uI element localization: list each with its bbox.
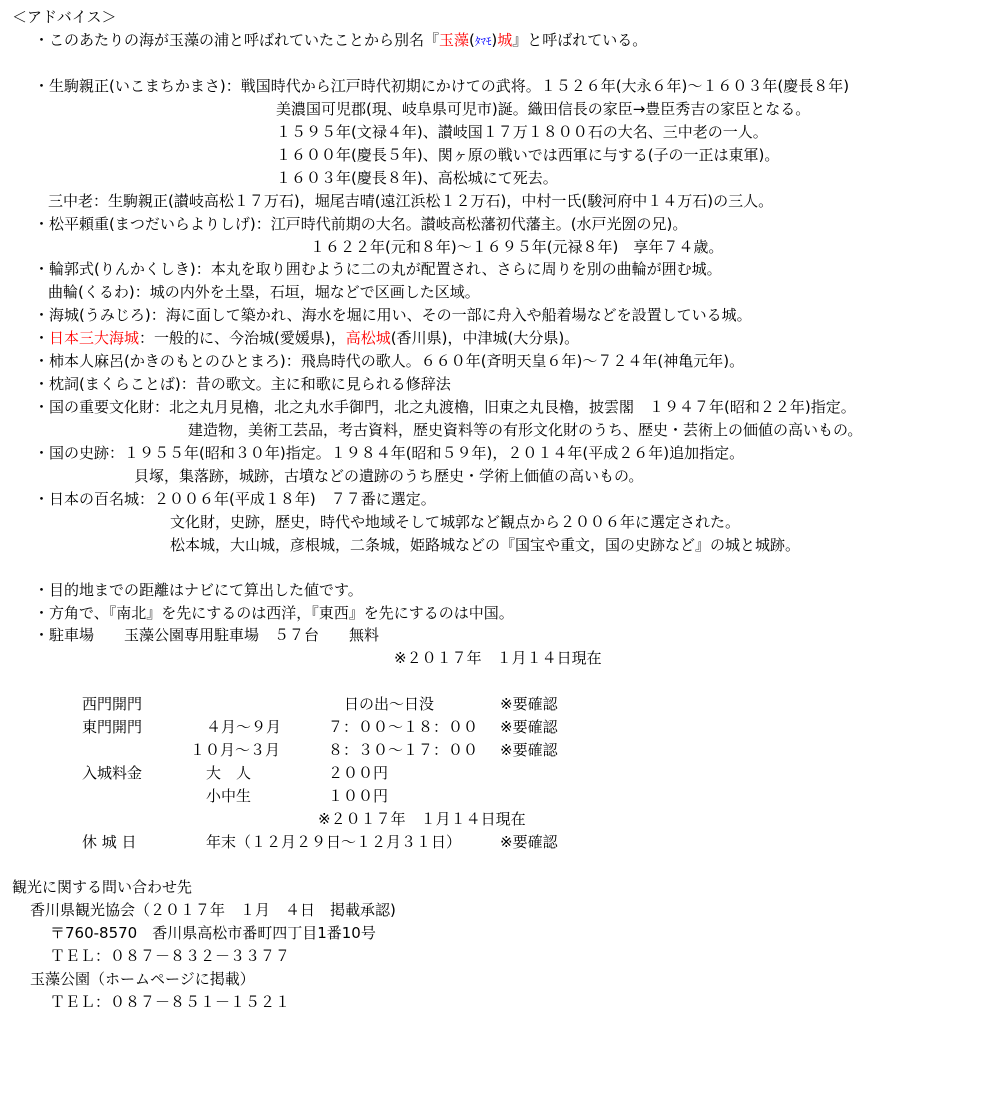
sandai-post: (香川県)，中津城(大分県)。 bbox=[390, 329, 580, 347]
intro-tamamo-red: 玉藻 bbox=[439, 31, 470, 49]
matsudaira-line-1: ・松平頼重(まつだいらよりしげ)：江戸時代前期の大名。讃岐高松藩初代藩主。(水戸光圀の兄)。 bbox=[34, 215, 688, 233]
admission-asof: ※２０１７年 １月１４日現在 bbox=[318, 810, 526, 828]
ikoma-line-5: １６０３年(慶長８年)、高松城にて死去。 bbox=[276, 169, 558, 187]
bunkazai-line-1: ・国の重要文化財：北之丸月見櫓，北之丸水手御門，北之丸渡櫓，旧東之丸艮櫓，披雲閣 １９４７年(昭和２２年)指定。 bbox=[34, 398, 856, 416]
closed-value: 年末（１２月２９日～１２月３１日） bbox=[206, 833, 462, 851]
west-gate-note: ※要確認 bbox=[500, 695, 558, 713]
sandai-line bbox=[34, 331, 579, 346]
closed-label: 休 城 日 bbox=[82, 833, 137, 851]
hyakumeijo-line-3: 松本城，大山城，彦根城，二条城，姫路城などの『国宝や重文，国の史跡など』の城と城跡。 bbox=[170, 536, 801, 554]
intro-post: 』と呼ばれている。 bbox=[512, 31, 648, 49]
shiseki-line-1: ・国の史跡：１９５５年(昭和３０年)指定。１９８４年(昭和５９年)，２０１４年(平成２６年)追加指定。 bbox=[34, 444, 745, 462]
sandai-label-red: 日本三大海城 bbox=[49, 329, 140, 347]
ikoma-line-1: ・生駒親正(いこまちかまさ)：戦国時代から江戸時代初期にかけての武将。１５２６年(大永６年)～１６０３年(慶長８年) bbox=[34, 77, 850, 95]
intro-paren-open: ( bbox=[469, 31, 475, 49]
matsudaira-line-2: １６２２年(元和８年)～１６９５年(元禄８年) 享年７４歳。 bbox=[310, 238, 724, 256]
contact-heading: 観光に関する問い合わせ先 bbox=[12, 878, 193, 896]
contact-tel-1: ＴＥＬ：０８７－８３２－３３７７ bbox=[50, 947, 291, 965]
kuruwa-line: 曲輪(くるわ)：城の内外を土塁，石垣，堀などで区画した区域。 bbox=[48, 283, 480, 301]
sanchuro-line: 三中老：生駒親正(讃岐高松１７万石)，堀尾吉晴(遠江浜松１２万石)，中村一氏(駿河府中１４万石)の三人。 bbox=[48, 192, 774, 210]
intro-paren-close: ) bbox=[491, 31, 498, 49]
kakinomoto-line: ・柿本人麻呂(かきのもとのひとまろ)：飛鳥時代の歌人。６６０年(斉明天皇６年)～７２４年(神亀元年)。 bbox=[34, 352, 745, 370]
closed-note: ※要確認 bbox=[500, 833, 558, 851]
sandai-takamatsu-red: 高松城 bbox=[345, 329, 391, 347]
ikoma-line-2: 美濃国可児郡(現、岐阜県可児市)誕。織田信長の家臣→豊臣秀吉の家臣となる。 bbox=[276, 100, 811, 118]
ikoma-line-4: １６００年(慶長５年)、関ヶ原の戦いでは西軍に与する(子の一正は東軍)。 bbox=[276, 146, 780, 164]
note-parking: ・駐車場 玉藻公園専用駐車場 ５７台 無料 bbox=[34, 626, 380, 644]
east-gate-note-2: ※要確認 bbox=[500, 741, 558, 759]
shiseki-line-2: 貝塚，集落跡，城跡，古墳などの遺跡のうち歴史・学術上価値の高いもの。 bbox=[134, 467, 644, 485]
note-direction: ・方角で、『南北』を先にするのは西洋，『東西』を先にするのは中国。 bbox=[34, 604, 514, 622]
east-gate-period-2: １０月～３月 bbox=[190, 741, 281, 759]
contact-org-1: 香川県観光協会（２０１７年 １月 ４日 掲載承認) bbox=[30, 901, 396, 919]
parking-asof: ※２０１７年 １月１４日現在 bbox=[394, 649, 602, 667]
admission-child-price: １００円 bbox=[328, 787, 389, 805]
contact-address: 〒760-8570 香川県高松市番町四丁目1番10号 bbox=[50, 924, 376, 942]
admission-adult-price: ２００円 bbox=[328, 764, 389, 782]
hyakumeijo-line-1: ・日本の百名城：２００６年(平成１８年) ７７番に選定。 bbox=[34, 490, 436, 508]
contact-org-2: 玉藻公園（ホームページに掲載） bbox=[30, 970, 255, 988]
intro-castle-red: 城 bbox=[497, 31, 513, 49]
intro-line bbox=[34, 33, 647, 48]
east-gate-time-2: ８：３０～１７：００ bbox=[328, 741, 479, 759]
advice-heading: ＜アドバイス＞ bbox=[12, 8, 117, 26]
hyakumeijo-line-2: 文化財，史跡，歴史，時代や地域そして城郭など観点から２００６年に選定された。 bbox=[170, 513, 741, 531]
ikoma-line-3: １５９５年(文禄４年)、讃岐国１７万１８００石の大名、三中老の一人。 bbox=[276, 123, 768, 141]
admission-child-label: 小中生 bbox=[206, 787, 252, 805]
admission-adult-label: 大 人 bbox=[206, 764, 252, 782]
intro-tamamo-kana: ﾀﾏﾓ bbox=[474, 35, 492, 48]
sandai-bullet: ・ bbox=[34, 329, 50, 347]
east-gate-period-1: ４月～９月 bbox=[206, 718, 282, 736]
bunkazai-line-2: 建造物，美術工芸品，考古資料，歴史資料等の有形文化財のうち、歴史・芸術上の価値の高いもの。 bbox=[188, 421, 863, 439]
sandai-mid: ：一般的に、今治城(愛媛県)， bbox=[139, 329, 346, 347]
admission-label: 入城料金 bbox=[82, 764, 143, 782]
contact-tel-2: ＴＥＬ：０８７－８５１－１５２１ bbox=[50, 993, 291, 1011]
west-gate-label: 西門開門 bbox=[82, 695, 143, 713]
note-navi: ・目的地までの距離はナビにて算出した値です。 bbox=[34, 581, 363, 599]
makurakotoba-line: ・枕詞(まくらことば)：昔の歌文。主に和歌に見られる修辞法 bbox=[34, 375, 451, 393]
west-gate-time: 日の出～日没 bbox=[344, 695, 435, 713]
umijiro-line: ・海城(うみじろ)：海に面して築かれ、海水を堀に用い、その一部に舟入や船着場などを設置している城。 bbox=[34, 306, 752, 324]
rinkaku-line: ・輪郭式(りんかくしき)：本丸を取り囲むように二の丸が配置され、さらに周りを別の曲輪が囲む城。 bbox=[34, 260, 722, 278]
east-gate-note-1: ※要確認 bbox=[500, 718, 558, 736]
east-gate-label: 東門開門 bbox=[82, 718, 143, 736]
east-gate-time-1: ７：００～１８：００ bbox=[328, 718, 479, 736]
intro-pre: ・このあたりの海が玉藻の浦と呼ばれていたことから別名『 bbox=[34, 31, 440, 49]
